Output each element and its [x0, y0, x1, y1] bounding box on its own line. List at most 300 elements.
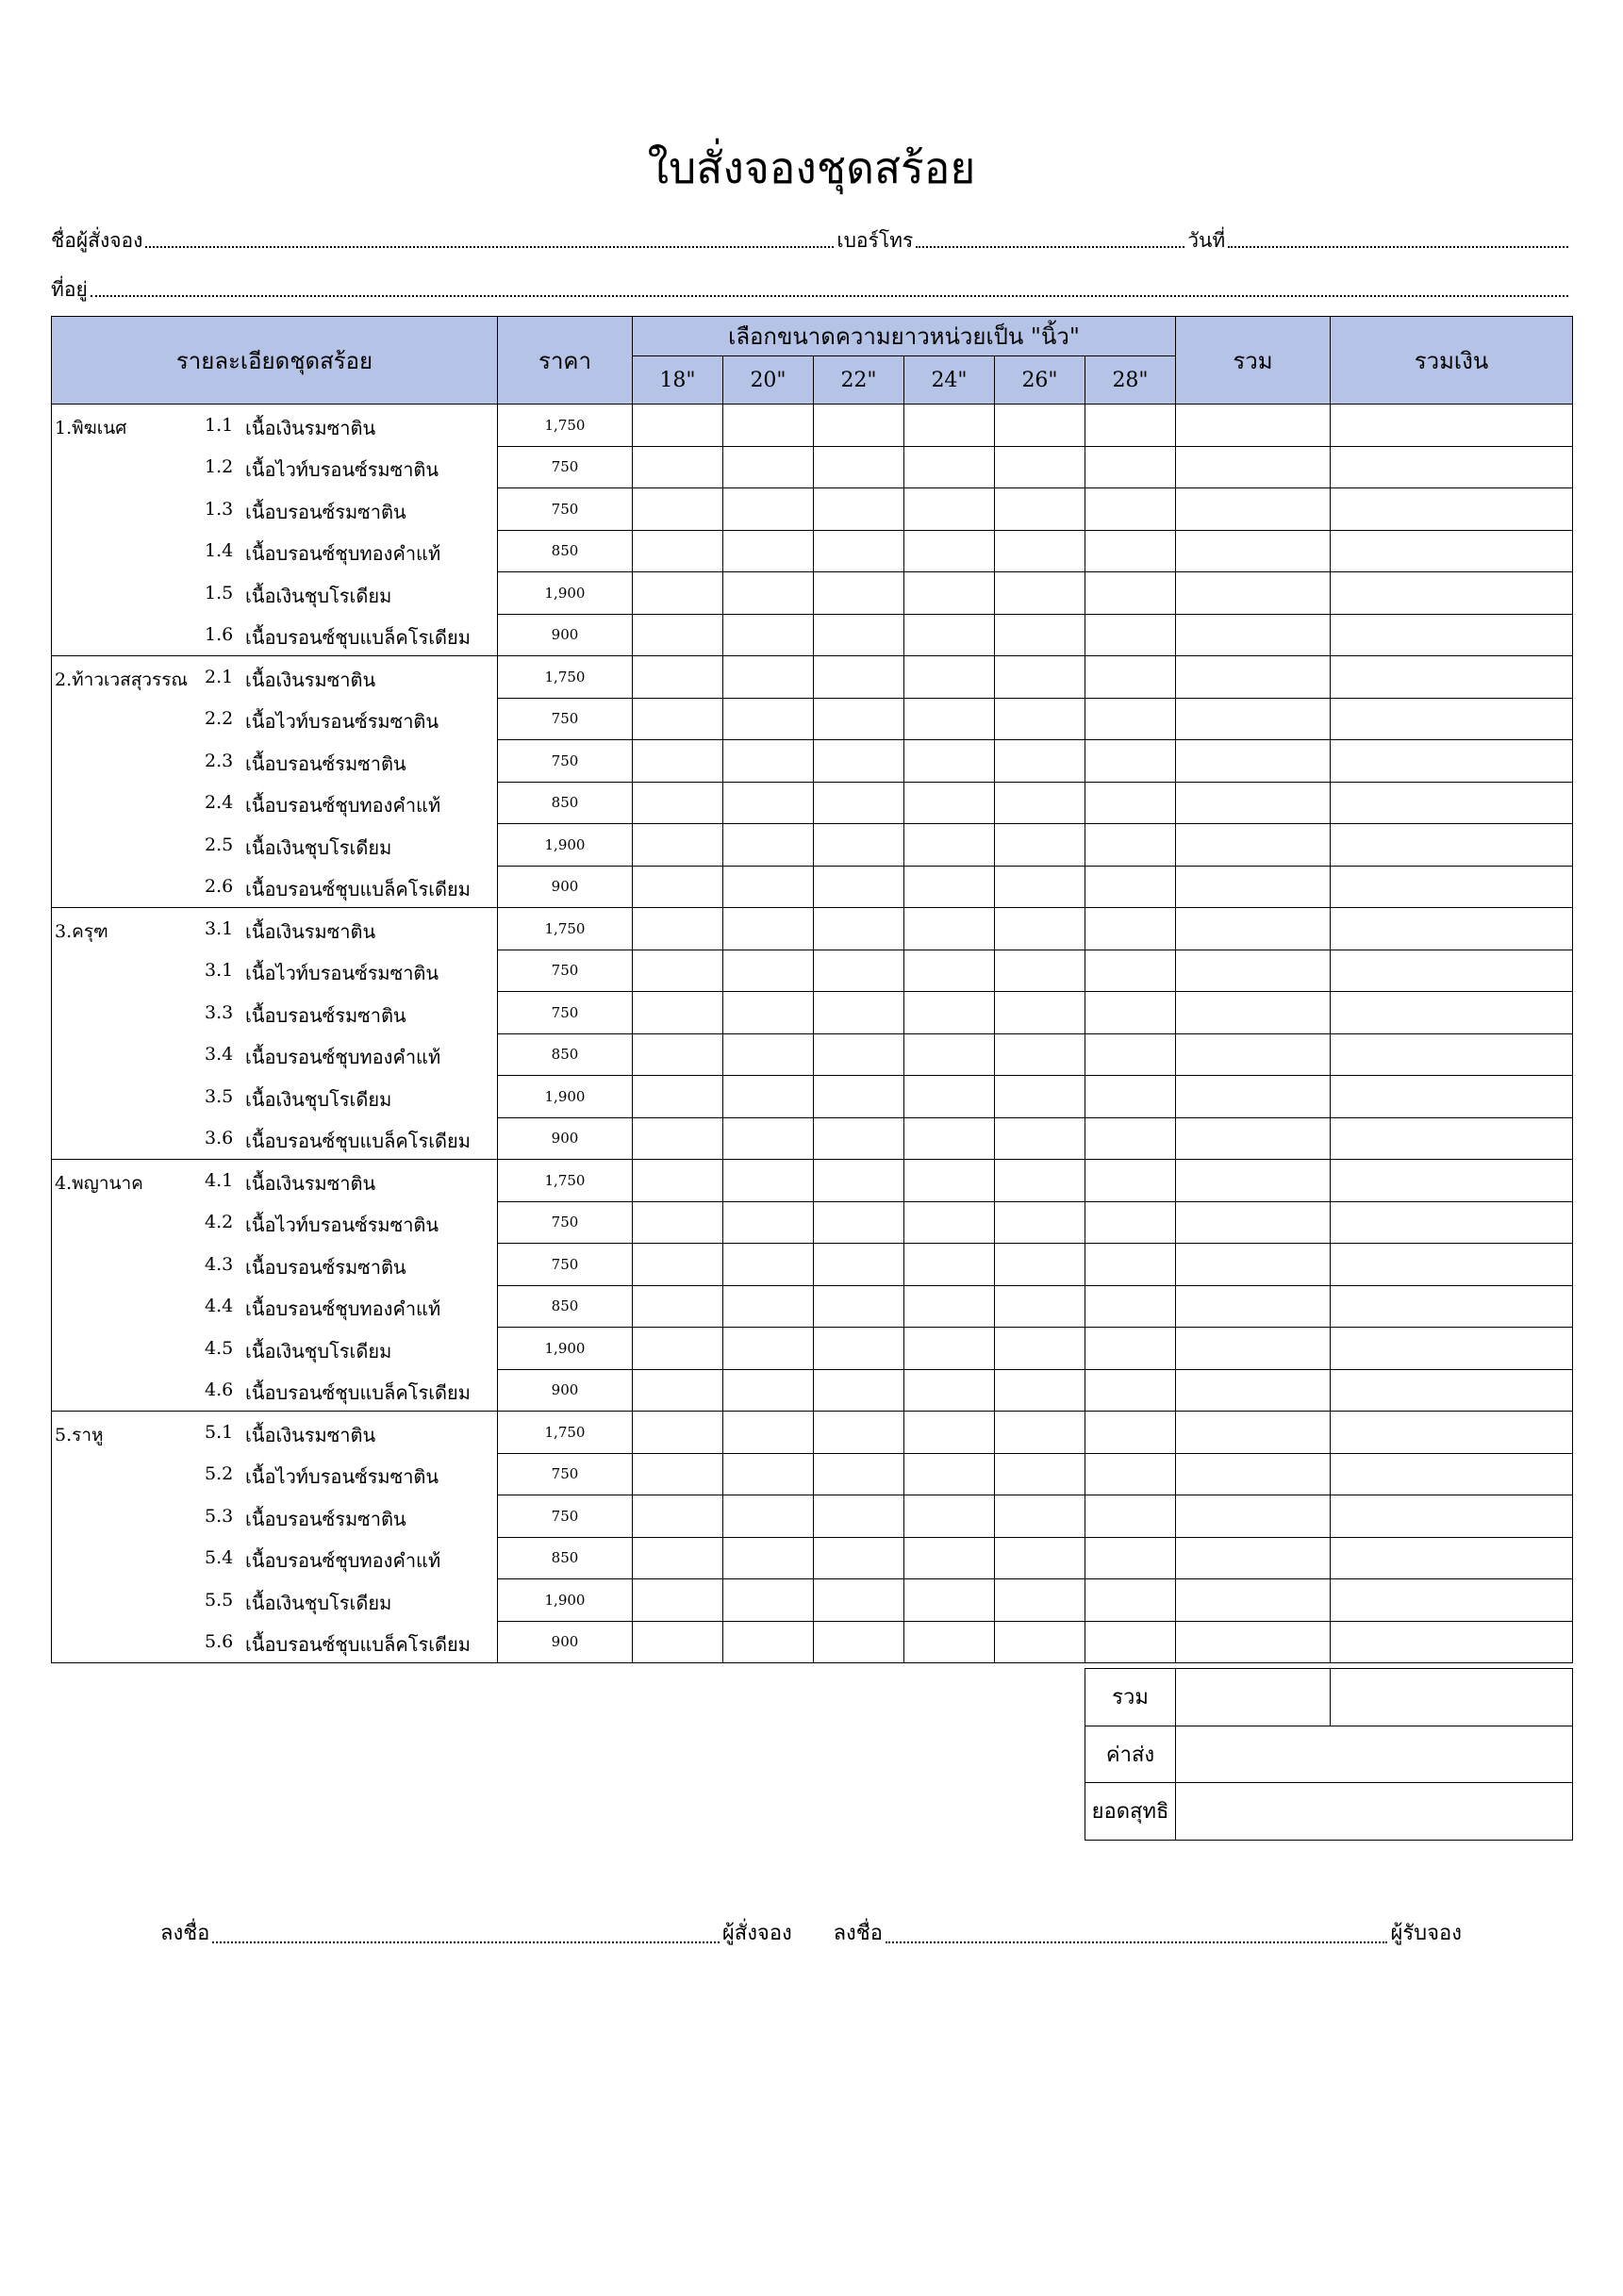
row-total-money-cell[interactable]: [1331, 1076, 1573, 1118]
size-qty-cell[interactable]: [904, 488, 995, 531]
size-qty-cell[interactable]: [995, 1495, 1085, 1538]
size-qty-cell[interactable]: [1085, 572, 1176, 615]
size-qty-cell[interactable]: [995, 656, 1085, 699]
item-detail-cell: [52, 866, 498, 908]
size-qty-cell[interactable]: [633, 1412, 723, 1454]
size-qty-cell[interactable]: [814, 1160, 904, 1202]
size-qty-cell[interactable]: [995, 1201, 1085, 1244]
table-row: [52, 782, 1573, 824]
size-qty-cell[interactable]: [904, 1201, 995, 1244]
size-qty-cell[interactable]: [995, 1412, 1085, 1454]
row-total-money-cell[interactable]: [1331, 614, 1573, 656]
size-qty-cell[interactable]: [633, 824, 723, 867]
size-qty-cell[interactable]: [904, 1076, 995, 1118]
row-total-money-cell[interactable]: [1331, 1160, 1573, 1202]
row-total-cell[interactable]: [1176, 1579, 1331, 1622]
size-qty-cell[interactable]: [1085, 1495, 1176, 1538]
size-qty-cell[interactable]: [904, 950, 995, 992]
size-qty-cell[interactable]: [904, 866, 995, 908]
row-total-cell[interactable]: [1176, 1285, 1331, 1328]
size-qty-cell[interactable]: [995, 1076, 1085, 1118]
size-qty-cell[interactable]: [633, 908, 723, 950]
size-qty-cell[interactable]: [995, 782, 1085, 824]
size-qty-cell[interactable]: [814, 1201, 904, 1244]
summary-total-qty-cell[interactable]: [1176, 1669, 1331, 1726]
size-qty-cell[interactable]: [995, 1621, 1085, 1663]
size-qty-cell[interactable]: [995, 1328, 1085, 1370]
size-qty-cell[interactable]: [1085, 1033, 1176, 1076]
size-qty-cell[interactable]: [633, 530, 723, 572]
row-total-cell[interactable]: [1176, 1244, 1331, 1286]
row-total-money-cell[interactable]: [1331, 824, 1573, 867]
item-detail-cell: [52, 1412, 498, 1454]
size-qty-cell[interactable]: [904, 698, 995, 740]
size-qty-cell[interactable]: [633, 488, 723, 531]
size-qty-cell[interactable]: [1085, 740, 1176, 783]
size-qty-cell[interactable]: [995, 1579, 1085, 1622]
size-qty-cell[interactable]: [723, 824, 814, 867]
size-qty-cell[interactable]: [633, 1328, 723, 1370]
row-total-money-cell[interactable]: [1331, 656, 1573, 699]
row-total-money-cell[interactable]: [1331, 446, 1573, 488]
size-qty-cell[interactable]: [995, 1033, 1085, 1076]
size-qty-cell[interactable]: [814, 740, 904, 783]
size-qty-cell[interactable]: [995, 1537, 1085, 1579]
size-qty-cell[interactable]: [904, 1412, 995, 1454]
size-qty-cell[interactable]: [1085, 1621, 1176, 1663]
size-qty-cell[interactable]: [904, 908, 995, 950]
size-qty-cell[interactable]: [633, 950, 723, 992]
item-name: เนื้อไวท์บรอนซ์รมซาติน: [245, 458, 439, 481]
item-price: 1,900: [498, 572, 633, 615]
size-qty-cell[interactable]: [1085, 1453, 1176, 1495]
summary-total-money-cell[interactable]: [1331, 1669, 1573, 1726]
size-qty-cell[interactable]: [814, 1537, 904, 1579]
size-qty-cell[interactable]: [995, 1117, 1085, 1160]
row-total-money-cell[interactable]: [1331, 572, 1573, 615]
row-total-cell[interactable]: [1176, 866, 1331, 908]
size-qty-cell[interactable]: [814, 405, 904, 447]
row-total-cell[interactable]: [1176, 572, 1331, 615]
size-qty-cell[interactable]: [814, 698, 904, 740]
size-qty-cell[interactable]: [723, 1201, 814, 1244]
size-qty-cell[interactable]: [723, 405, 814, 447]
size-qty-cell[interactable]: [1085, 824, 1176, 867]
row-total-money-cell[interactable]: [1331, 1033, 1573, 1076]
item-number: 2.4: [205, 792, 234, 813]
item-number: 5.4: [205, 1547, 234, 1568]
size-qty-cell[interactable]: [1085, 782, 1176, 824]
size-qty-cell[interactable]: [814, 1244, 904, 1286]
size-qty-cell[interactable]: [995, 614, 1085, 656]
row-total-cell[interactable]: [1176, 950, 1331, 992]
address-field[interactable]: [91, 295, 1568, 297]
row-total-cell[interactable]: [1176, 1160, 1331, 1202]
item-price: 1,900: [498, 1076, 633, 1118]
item-number: 3.4: [205, 1044, 234, 1065]
row-total-money-cell[interactable]: [1331, 1201, 1573, 1244]
size-qty-cell[interactable]: [723, 572, 814, 615]
size-qty-cell[interactable]: [814, 866, 904, 908]
size-qty-cell[interactable]: [814, 488, 904, 531]
table-row: [52, 1621, 1573, 1663]
size-qty-cell[interactable]: [814, 530, 904, 572]
size-qty-cell[interactable]: [995, 1160, 1085, 1202]
size-qty-cell[interactable]: [904, 656, 995, 699]
size-qty-cell[interactable]: [723, 1453, 814, 1495]
size-qty-cell[interactable]: [1085, 1117, 1176, 1160]
size-qty-cell[interactable]: [814, 446, 904, 488]
row-total-cell[interactable]: [1176, 1033, 1331, 1076]
size-qty-cell[interactable]: [814, 782, 904, 824]
size-qty-cell[interactable]: [723, 1117, 814, 1160]
size-qty-cell[interactable]: [633, 1201, 723, 1244]
size-qty-cell[interactable]: [633, 1579, 723, 1622]
size-qty-cell[interactable]: [1085, 1076, 1176, 1118]
size-qty-cell[interactable]: [995, 530, 1085, 572]
size-qty-cell[interactable]: [633, 740, 723, 783]
size-qty-cell[interactable]: [904, 1328, 995, 1370]
item-detail-cell: [52, 698, 498, 740]
size-qty-cell[interactable]: [1085, 908, 1176, 950]
row-total-cell[interactable]: [1176, 698, 1331, 740]
size-qty-cell[interactable]: [904, 1495, 995, 1538]
row-total-money-cell[interactable]: [1331, 950, 1573, 992]
size-qty-cell[interactable]: [1085, 446, 1176, 488]
row-total-money-cell[interactable]: [1331, 405, 1573, 447]
row-total-money-cell[interactable]: [1331, 782, 1573, 824]
row-total-cell[interactable]: [1176, 405, 1331, 447]
size-qty-cell[interactable]: [1085, 530, 1176, 572]
size-qty-cell[interactable]: [904, 1244, 995, 1286]
group-name: 4.พญานาค: [55, 1173, 143, 1194]
row-total-cell[interactable]: [1176, 1076, 1331, 1118]
row-total-money-cell[interactable]: [1331, 1412, 1573, 1454]
size-qty-cell[interactable]: [633, 1285, 723, 1328]
row-total-money-cell[interactable]: [1331, 740, 1573, 783]
row-total-cell[interactable]: [1176, 1328, 1331, 1370]
item-detail-cell: [52, 1285, 498, 1328]
size-qty-cell[interactable]: [995, 572, 1085, 615]
size-qty-cell[interactable]: [1085, 1412, 1176, 1454]
size-qty-cell[interactable]: [814, 572, 904, 615]
size-qty-cell[interactable]: [723, 530, 814, 572]
row-total-money-cell[interactable]: [1331, 992, 1573, 1034]
size-qty-cell[interactable]: [904, 1537, 995, 1579]
size-qty-cell[interactable]: [633, 405, 723, 447]
row-total-money-cell[interactable]: [1331, 1495, 1573, 1538]
size-qty-cell[interactable]: [723, 1369, 814, 1412]
size-qty-cell[interactable]: [904, 782, 995, 824]
size-qty-cell[interactable]: [1085, 950, 1176, 992]
size-qty-cell[interactable]: [995, 1285, 1085, 1328]
size-qty-cell[interactable]: [633, 446, 723, 488]
size-qty-cell[interactable]: [723, 1244, 814, 1286]
size-qty-cell[interactable]: [633, 1244, 723, 1286]
size-qty-cell[interactable]: [633, 1033, 723, 1076]
row-total-money-cell[interactable]: [1331, 866, 1573, 908]
size-qty-cell[interactable]: [904, 1579, 995, 1622]
size-qty-cell[interactable]: [633, 1117, 723, 1160]
size-qty-cell[interactable]: [723, 1537, 814, 1579]
row-total-money-cell[interactable]: [1331, 698, 1573, 740]
size-qty-cell[interactable]: [995, 950, 1085, 992]
page-title: ใบสั่งจองชุดสร้อย: [647, 142, 976, 193]
size-qty-cell[interactable]: [633, 1076, 723, 1118]
size-qty-cell[interactable]: [904, 1160, 995, 1202]
size-qty-cell[interactable]: [814, 656, 904, 699]
size-qty-cell[interactable]: [723, 1495, 814, 1538]
size-qty-cell[interactable]: [1085, 656, 1176, 699]
size-qty-cell[interactable]: [633, 782, 723, 824]
size-qty-cell[interactable]: [633, 992, 723, 1034]
group-name: 2.ท้าวเวสสุวรรณ: [55, 669, 189, 690]
size-qty-cell[interactable]: [814, 1621, 904, 1663]
size-qty-cell[interactable]: [1085, 1369, 1176, 1412]
size-qty-cell[interactable]: [904, 1621, 995, 1663]
size-qty-cell[interactable]: [814, 1453, 904, 1495]
size-qty-cell[interactable]: [723, 866, 814, 908]
size-qty-cell[interactable]: [633, 1621, 723, 1663]
size-qty-cell[interactable]: [995, 446, 1085, 488]
size-header: 26": [995, 356, 1085, 405]
size-qty-cell[interactable]: [1085, 698, 1176, 740]
row-total-cell[interactable]: [1176, 1537, 1331, 1579]
size-qty-cell[interactable]: [723, 1579, 814, 1622]
size-qty-cell[interactable]: [904, 405, 995, 447]
size-qty-cell[interactable]: [814, 1285, 904, 1328]
row-total-money-cell[interactable]: [1331, 1117, 1573, 1160]
size-qty-cell[interactable]: [1085, 1244, 1176, 1286]
size-qty-cell[interactable]: [723, 1033, 814, 1076]
item-detail-cell: [52, 782, 498, 824]
item-name: เนื้อบรอนซ์ชุบทองคำแท้: [245, 794, 441, 817]
size-qty-cell[interactable]: [1085, 992, 1176, 1034]
size-qty-cell[interactable]: [995, 740, 1085, 783]
row-total-cell[interactable]: [1176, 1412, 1331, 1454]
size-qty-cell[interactable]: [995, 908, 1085, 950]
row-total-cell[interactable]: [1176, 1369, 1331, 1412]
size-qty-cell[interactable]: [723, 1076, 814, 1118]
table-row: [52, 656, 1573, 699]
size-qty-cell[interactable]: [1085, 1285, 1176, 1328]
orderer-sign-label: ลงชื่อ: [160, 1922, 210, 1945]
size-qty-cell[interactable]: [723, 740, 814, 783]
group-name: 5.ราหู: [55, 1425, 104, 1445]
size-qty-cell[interactable]: [995, 405, 1085, 447]
size-qty-cell[interactable]: [723, 614, 814, 656]
size-qty-cell[interactable]: [633, 614, 723, 656]
table-row: [52, 866, 1573, 908]
item-name: เนื้อบรอนซ์ชุบแบล็คโรเดียม: [245, 1130, 471, 1152]
item-number: 4.1: [205, 1170, 234, 1191]
size-qty-cell[interactable]: [1085, 614, 1176, 656]
size-qty-cell[interactable]: [633, 698, 723, 740]
size-qty-cell[interactable]: [904, 614, 995, 656]
size-qty-cell[interactable]: [723, 1412, 814, 1454]
row-total-cell[interactable]: [1176, 1117, 1331, 1160]
size-qty-cell[interactable]: [904, 1285, 995, 1328]
size-qty-cell[interactable]: [904, 530, 995, 572]
row-total-money-cell[interactable]: [1331, 1579, 1573, 1622]
size-qty-cell[interactable]: [1085, 1579, 1176, 1622]
size-qty-cell[interactable]: [633, 572, 723, 615]
row-total-money-cell[interactable]: [1331, 908, 1573, 950]
row-total-cell[interactable]: [1176, 782, 1331, 824]
phone-field[interactable]: [916, 246, 1184, 248]
row-total-money-cell[interactable]: [1331, 530, 1573, 572]
size-qty-cell[interactable]: [995, 1244, 1085, 1286]
row-total-cell[interactable]: [1176, 1621, 1331, 1663]
size-qty-cell[interactable]: [814, 992, 904, 1034]
size-qty-cell[interactable]: [814, 1495, 904, 1538]
item-detail-cell: [52, 1160, 498, 1202]
size-qty-cell[interactable]: [904, 1369, 995, 1412]
row-total-cell[interactable]: [1176, 1201, 1331, 1244]
item-number: 3.5: [205, 1085, 234, 1107]
size-qty-cell[interactable]: [995, 824, 1085, 867]
item-name: เนื้อเงินรมซาติน: [245, 920, 376, 943]
item-number: 2.2: [205, 708, 234, 729]
item-name: เนื้อไวท์บรอนซ์รมซาติน: [245, 1465, 439, 1488]
size-qty-cell[interactable]: [904, 1453, 995, 1495]
size-qty-cell[interactable]: [814, 1369, 904, 1412]
item-number: 5.1: [205, 1422, 234, 1443]
size-qty-cell[interactable]: [633, 1160, 723, 1202]
table-row: [52, 1244, 1573, 1286]
size-qty-cell[interactable]: [814, 614, 904, 656]
orderer-signature-field[interactable]: [212, 1941, 720, 1943]
size-qty-cell[interactable]: [633, 656, 723, 699]
size-qty-cell[interactable]: [723, 1328, 814, 1370]
size-qty-cell[interactable]: [904, 740, 995, 783]
row-total-cell[interactable]: [1176, 908, 1331, 950]
row-total-money-cell[interactable]: [1331, 1621, 1573, 1663]
item-name: เนื้อบรอนซ์ชุบแบล็คโรเดียม: [245, 878, 471, 900]
size-qty-cell[interactable]: [904, 572, 995, 615]
size-qty-cell[interactable]: [1085, 488, 1176, 531]
size-qty-cell[interactable]: [814, 1076, 904, 1118]
orderer-name-field[interactable]: [145, 246, 834, 248]
size-qty-cell[interactable]: [995, 488, 1085, 531]
summary-table: [1085, 1668, 1573, 1841]
size-qty-cell[interactable]: [723, 446, 814, 488]
row-total-cell[interactable]: [1176, 1453, 1331, 1495]
item-number: 1.4: [205, 540, 234, 561]
size-qty-cell[interactable]: [814, 824, 904, 867]
size-qty-cell[interactable]: [1085, 1201, 1176, 1244]
size-qty-cell[interactable]: [995, 1453, 1085, 1495]
date-field[interactable]: [1228, 246, 1568, 248]
item-name: เนื้อบรอนซ์รมซาติน: [245, 1507, 406, 1530]
size-qty-cell[interactable]: [995, 698, 1085, 740]
size-qty-cell[interactable]: [723, 992, 814, 1034]
size-qty-cell[interactable]: [814, 950, 904, 992]
row-total-cell[interactable]: [1176, 488, 1331, 531]
row-total-money-cell[interactable]: [1331, 1244, 1573, 1286]
item-number: 3.1: [205, 918, 234, 939]
item-detail-cell: [52, 446, 498, 488]
net-total-cell[interactable]: [1176, 1783, 1573, 1841]
address-label: ที่อยู่: [51, 278, 88, 301]
size-qty-cell[interactable]: [1085, 1160, 1176, 1202]
size-qty-cell[interactable]: [633, 1369, 723, 1412]
row-total-cell[interactable]: [1176, 824, 1331, 867]
size-qty-cell[interactable]: [814, 1033, 904, 1076]
row-total-money-cell[interactable]: [1331, 1369, 1573, 1412]
size-qty-cell[interactable]: [814, 1579, 904, 1622]
item-detail-cell: [52, 1033, 498, 1076]
item-name: เนื้อเงินรมซาติน: [245, 669, 376, 691]
size-qty-cell[interactable]: [904, 992, 995, 1034]
size-qty-cell[interactable]: [995, 1369, 1085, 1412]
row-total-money-cell[interactable]: [1331, 1328, 1573, 1370]
size-qty-cell[interactable]: [723, 1285, 814, 1328]
row-total-cell[interactable]: [1176, 1495, 1331, 1538]
row-total-money-cell[interactable]: [1331, 1537, 1573, 1579]
size-qty-cell[interactable]: [723, 1160, 814, 1202]
row-total-money-cell[interactable]: [1331, 1453, 1573, 1495]
size-qty-cell[interactable]: [814, 1328, 904, 1370]
item-name: เนื้อบรอนซ์ชุบทองคำแท้: [245, 542, 441, 565]
size-qty-cell[interactable]: [1085, 405, 1176, 447]
size-qty-cell[interactable]: [904, 1033, 995, 1076]
row-total-cell[interactable]: [1176, 446, 1331, 488]
size-qty-cell[interactable]: [723, 950, 814, 992]
row-total-cell[interactable]: [1176, 992, 1331, 1034]
size-qty-cell[interactable]: [814, 908, 904, 950]
size-qty-cell[interactable]: [995, 866, 1085, 908]
table-row: [52, 908, 1573, 950]
size-qty-cell[interactable]: [723, 782, 814, 824]
size-qty-cell[interactable]: [723, 698, 814, 740]
item-number: 3.3: [205, 1001, 234, 1023]
item-detail-cell: [52, 1244, 498, 1286]
size-qty-cell[interactable]: [904, 824, 995, 867]
shipping-cell[interactable]: [1176, 1726, 1573, 1783]
row-total-cell[interactable]: [1176, 530, 1331, 572]
item-number: 4.6: [205, 1379, 234, 1400]
row-total-money-cell[interactable]: [1331, 1285, 1573, 1328]
item-number: 1.6: [205, 624, 234, 645]
item-name: เนื้อบรอนซ์ชุบทองคำแท้: [245, 1549, 441, 1572]
size-qty-cell[interactable]: [904, 446, 995, 488]
row-total-cell[interactable]: [1176, 740, 1331, 783]
size-qty-cell[interactable]: [1085, 866, 1176, 908]
row-total-cell[interactable]: [1176, 656, 1331, 699]
size-qty-cell[interactable]: [633, 1495, 723, 1538]
row-total-money-cell[interactable]: [1331, 488, 1573, 531]
size-qty-cell[interactable]: [633, 1453, 723, 1495]
size-qty-cell[interactable]: [723, 488, 814, 531]
table-row: [52, 1033, 1573, 1076]
size-qty-cell[interactable]: [723, 656, 814, 699]
size-qty-cell[interactable]: [814, 1117, 904, 1160]
size-qty-cell[interactable]: [1085, 1537, 1176, 1579]
size-qty-cell[interactable]: [995, 992, 1085, 1034]
size-qty-cell[interactable]: [723, 908, 814, 950]
size-qty-cell[interactable]: [633, 866, 723, 908]
item-detail-cell: [52, 908, 498, 950]
size-qty-cell[interactable]: [814, 1412, 904, 1454]
receiver-signature-field[interactable]: [886, 1941, 1388, 1943]
row-total-cell[interactable]: [1176, 614, 1331, 656]
size-qty-cell[interactable]: [633, 1537, 723, 1579]
size-qty-cell[interactable]: [1085, 1328, 1176, 1370]
size-qty-cell[interactable]: [723, 1621, 814, 1663]
size-qty-cell[interactable]: [904, 1117, 995, 1160]
item-price: 750: [498, 698, 633, 740]
